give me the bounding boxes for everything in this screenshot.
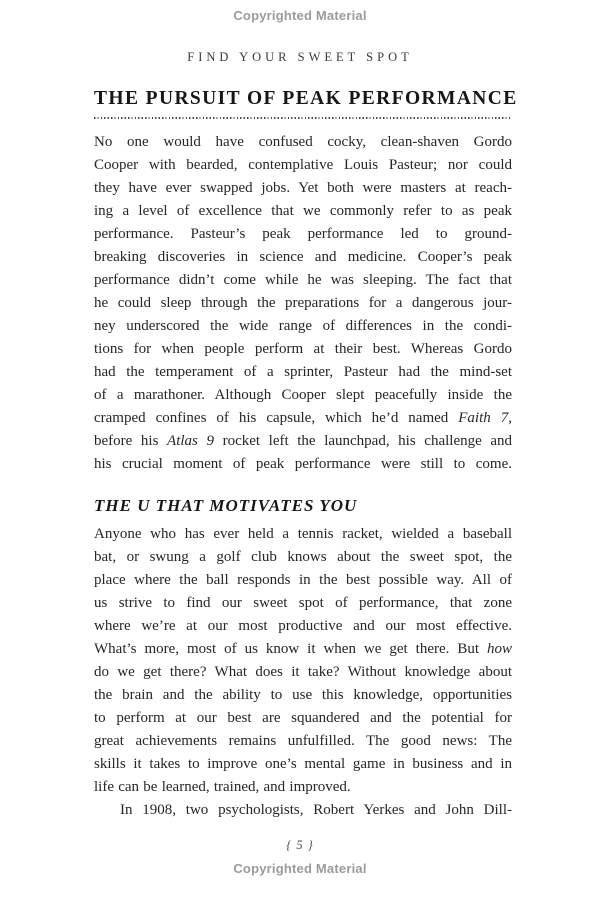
text-line: of a marathoner. Although Cooper slept peacefully inside the bbox=[94, 387, 512, 403]
paragraph bbox=[94, 523, 512, 799]
text-line: his crucial moment of peak performance were still to come. bbox=[94, 456, 512, 472]
text-line: before his Atlas 9 rocket left the launchpad, his challenge and bbox=[94, 433, 513, 449]
text-line: skills it takes to improve one’s mental game in business and in bbox=[94, 756, 512, 772]
text-line: breaking discoveries in science and medicine. Cooper’s peak bbox=[94, 249, 512, 265]
text-line: place where the ball responds in the best possible way. All of bbox=[94, 572, 512, 588]
text-line: the brain and the ability to use this knowledge, opportunities bbox=[94, 687, 512, 703]
text-line: to perform at our best are squandered and the potential for bbox=[94, 710, 512, 726]
text-line: performance didn’t come while he was sleeping. The fact that bbox=[94, 272, 512, 288]
text-line: they have ever swapped jobs. Yet both were masters at reach- bbox=[94, 180, 512, 196]
copyright-notice-top: Copyrighted Material bbox=[233, 8, 367, 23]
text-line: What’s more, most of us know it when we get there. But how bbox=[94, 641, 512, 657]
text-line: do we get there? What does it take? Without knowledge about bbox=[94, 664, 512, 680]
paragraph bbox=[94, 799, 512, 822]
text-line: cramped confines of his capsule, which he’d named Faith 7, bbox=[94, 410, 512, 426]
text-line: tions for when people perform at their best. Whereas Gordo bbox=[94, 341, 512, 357]
text-line: performance. Pasteur’s peak performance led to ground- bbox=[94, 226, 512, 242]
paragraph bbox=[94, 131, 512, 476]
text-line: life can be learned, trained, and improved. bbox=[94, 779, 351, 795]
intro-paragraphs bbox=[94, 131, 512, 476]
copyright-notice-bottom: Copyrighted Material bbox=[233, 861, 367, 876]
page-number: { 5 } bbox=[286, 838, 314, 852]
subsection-title: THE U THAT MOTIVATES YOU bbox=[94, 496, 358, 515]
text-line: us strive to find our sweet spot of performance, that zone bbox=[94, 595, 512, 611]
text-line: ney underscored the wide range of differences in the condi- bbox=[94, 318, 512, 334]
running-head: FIND YOUR SWEET SPOT bbox=[187, 50, 413, 64]
text-line: had the temperament of a sprinter, Pasteur had the mind-set bbox=[94, 364, 512, 380]
text-line: In 1908, two psychologists, Robert Yerkes and John Dill- bbox=[120, 802, 512, 818]
text-line: where we’re at our most productive and our most effective. bbox=[94, 618, 512, 634]
motivates-paragraphs bbox=[94, 523, 512, 822]
text-line: Anyone who has ever held a tennis racket, wielded a baseball bbox=[94, 526, 512, 542]
text-line: No one would have confused cocky, clean-shaven Gordo bbox=[94, 134, 512, 150]
text-line: great achievements remains unfulfilled. The good news: The bbox=[94, 733, 512, 749]
text-line: he could sleep through the preparations for a dangerous jour- bbox=[94, 295, 512, 311]
dotted-rule bbox=[94, 117, 512, 119]
text-line: bat, or swung a golf club knows about the sweet spot, the bbox=[94, 549, 512, 565]
section-title: THE PURSUIT OF PEAK PERFORMANCE bbox=[94, 88, 518, 109]
text-line: Cooper with bearded, contemplative Louis Pasteur; nor could bbox=[94, 157, 512, 173]
text-line: ing a level of excellence that we commonly refer to as peak bbox=[94, 203, 512, 219]
